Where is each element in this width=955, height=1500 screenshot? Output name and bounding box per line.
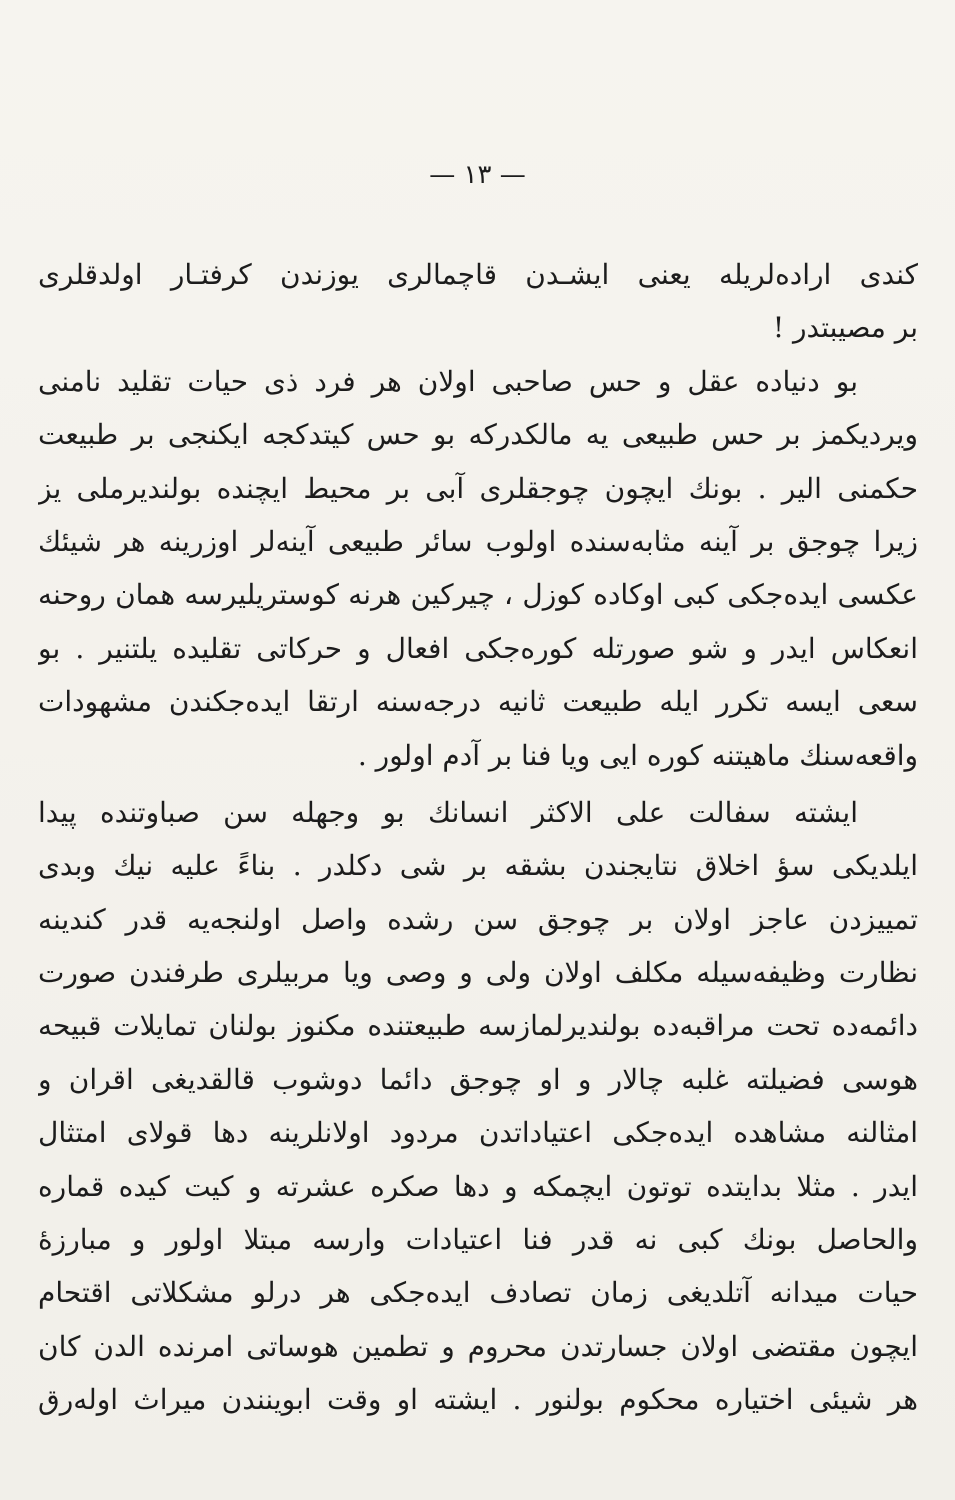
text-line: انعکاس ایدر و شو صورتلە کورەجکی افعال و حرکاتی تقلیدە یلتنیر . بو — [38, 631, 918, 665]
text-line: حیات میدانە آتلدیغی زمان تصادف ایدەجکی هر درلو مشکلاتی اقتحام — [38, 1276, 918, 1310]
text-line: ایلدیکی سؤ اخلاق نتایجندن بشقە بر شی دکلدر . بناءً علیە نیك وبدی — [38, 849, 918, 883]
text-line: عکسی ایدەجکی کبی اوکادە کوزل ، چیرکین هرنە کوستریلیرسە همان روحنە — [38, 578, 918, 612]
text-line: حکمنی الیر . بونك ایچون چوجقلری آبی بر محیط ایچندە بولندیرملی یز — [38, 471, 918, 505]
text-line: ایشتە سفالت علی الاکثر انسانك بو وجهلە سن صباوتندە پیدا — [38, 795, 858, 829]
text-line: ایچون مقتضی اولان جسارتدن محروم و تطمین هوساتی امرندە الدن کان — [38, 1329, 918, 1363]
text-line: هوسی فضیلتە غلبە چالار و او چوجق دائما دوشوب قالقدیغی اقران و — [38, 1062, 918, 1096]
text-line: واقعەسنك ماهیتنە کورە ایی ویا فنا بر آدم اولور . — [357, 738, 918, 772]
text-line: بر مصیبتدر ! — [772, 311, 918, 345]
page-number: — ۱۳ — — [429, 160, 526, 190]
text-line: هر شیئی اختیارە محکوم بولنور . ایشتە او وقت ابوینندن میراث اولەرق — [38, 1383, 918, 1417]
text-line: سعی ایسە تکرر ایلە طبیعت ثانیە درجەسنە ارتقا ایدەجکندن مشهودات — [38, 685, 918, 719]
text-line: تمییزدن عاجز اولان بر چوجق سن رشدە واصل اولنجەیە قدر کندینە — [38, 902, 918, 936]
text-line: بو دنیادە عقل و حس صاحبی اولان هر فرد ذی حیات تقلید نامنی — [38, 364, 858, 398]
text-line: ویردیکمز بر حس طبیعی یە مالکدرکە بو حس کیتدکجە ایکنجی بر طبیعت — [38, 418, 918, 452]
text-line: زیرا چوجق بر آینە مثابەسندە اولوب سائر طبیعی آینەلر اوزرینە هر شیئك — [38, 524, 918, 558]
text-line: دائمەدە تحت مراقبەدە بولندیرلمازسە طبیعتندە مکنوز بولنان تمایلات قبیحە — [38, 1009, 918, 1043]
text-line: ایدر . مثلا بدایتدە توتون ایچمکە و دها صکرە عشرتە و کیت کیدە قمارە — [38, 1169, 918, 1203]
text-line: نظارت وظیفەسیلە مکلف اولان ولی و وصی ویا مربیلری طرفندن صورت — [38, 956, 918, 990]
text-line: کندی ارادەلریلە یعنی ایشـدن قاچمالری یوزندن کرفتـار اولدقلری — [38, 258, 918, 291]
page-text — [38, 248, 918, 1427]
text-line: والحاصل بونك کبی نە قدر فنا اعتیادات وارسە مبتلا اولور و مبارزۀ — [38, 1223, 918, 1257]
text-line: امثالنە مشاهدە ایدەجکی اعتیاداتدن مردود اولانلرینە دها قولای امتثال — [38, 1116, 918, 1150]
